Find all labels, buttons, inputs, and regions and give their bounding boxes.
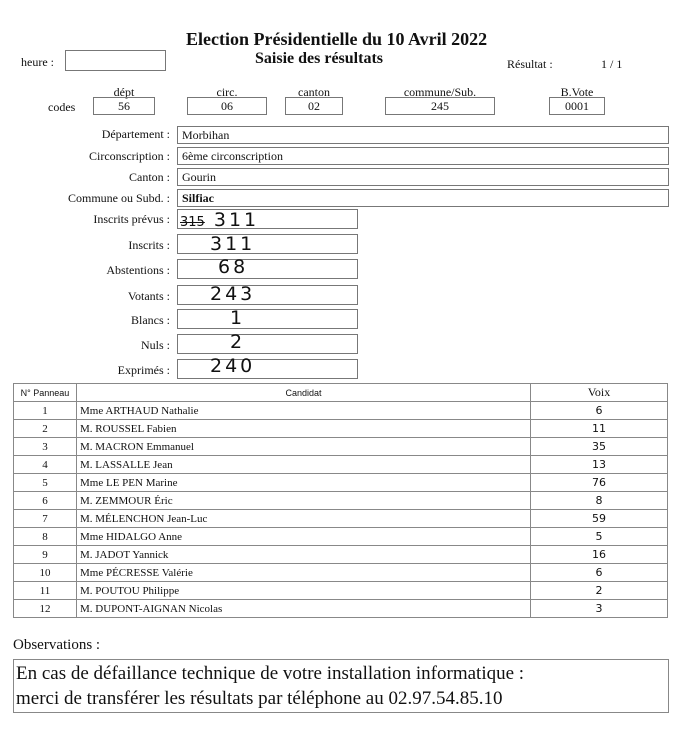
candidate-votes[interactable]: 59 bbox=[531, 510, 668, 528]
inscrits-prevus-number: 311 bbox=[213, 209, 260, 231]
candidate-name: M. DUPONT-AIGNAN Nicolas bbox=[77, 600, 531, 618]
candidate-name: M. POUTOU Philippe bbox=[77, 582, 531, 600]
resultat-value: 1 / 1 bbox=[601, 57, 623, 71]
blancs-value: 1 bbox=[230, 307, 246, 329]
departement-field[interactable]: Morbihan bbox=[177, 126, 669, 144]
candidate-votes[interactable]: 8 bbox=[531, 492, 668, 510]
table-row bbox=[14, 600, 668, 618]
votants-value: 243 bbox=[210, 283, 256, 305]
candidate-votes[interactable]: 11 bbox=[531, 420, 668, 438]
code-bvote-label: B.Vote bbox=[560, 85, 594, 99]
inscrits-prevus-label: Inscrits prévus : bbox=[93, 212, 170, 226]
exprimes-label: Exprimés : bbox=[117, 363, 170, 377]
abstentions-field[interactable] bbox=[177, 256, 358, 279]
blancs-field[interactable] bbox=[177, 309, 358, 329]
nuls-label: Nuls : bbox=[140, 338, 170, 352]
candidate-name: Mme PÉCRESSE Valérie bbox=[77, 564, 531, 582]
observations-box bbox=[13, 659, 669, 713]
candidate-name: M. MACRON Emmanuel bbox=[77, 438, 531, 456]
panneau-number: 5 bbox=[14, 474, 77, 492]
panneau-number: 2 bbox=[14, 420, 77, 438]
code-circ-label: circ. bbox=[216, 85, 238, 99]
abstentions-value: 68 bbox=[218, 256, 249, 278]
table-row bbox=[14, 546, 668, 564]
table-row bbox=[14, 582, 668, 600]
nuls-field[interactable] bbox=[177, 331, 358, 354]
inscrits-prevus-value bbox=[180, 211, 259, 232]
candidate-votes[interactable]: 6 bbox=[531, 402, 668, 420]
results-table bbox=[13, 383, 668, 618]
votants-field[interactable] bbox=[177, 285, 358, 305]
candidate-votes[interactable]: 2 bbox=[531, 582, 668, 600]
page-title: Election Présidentielle du 10 Avril 2022 bbox=[186, 29, 488, 49]
candidate-name: M. LASSALLE Jean bbox=[77, 456, 531, 474]
candidate-votes[interactable]: 3 bbox=[531, 600, 668, 618]
abstentions-label: Abstentions : bbox=[106, 263, 170, 277]
candidate-name: Mme ARTHAUD Nathalie bbox=[77, 402, 531, 420]
departement-label: Département : bbox=[101, 127, 170, 141]
candidate-votes[interactable]: 76 bbox=[531, 474, 668, 492]
heure-field[interactable] bbox=[65, 50, 166, 71]
table-row bbox=[14, 474, 668, 492]
panneau-number: 12 bbox=[14, 600, 77, 618]
code-commune-label: commune/Sub. bbox=[403, 85, 477, 99]
table-row bbox=[14, 438, 668, 456]
table-row bbox=[14, 492, 668, 510]
col-panneau-header: N° Panneau bbox=[14, 384, 77, 402]
code-canton-field[interactable]: 02 bbox=[285, 97, 343, 115]
code-bvote-field[interactable]: 0001 bbox=[549, 97, 605, 115]
canton-field[interactable]: Gourin bbox=[177, 168, 669, 186]
panneau-number: 7 bbox=[14, 510, 77, 528]
candidate-name: M. MÉLENCHON Jean-Luc bbox=[77, 510, 531, 528]
canton-label: Canton : bbox=[129, 170, 170, 184]
observations-line-2: merci de transférer les résultats par téléphone au 02.97.54.85.10 bbox=[16, 688, 503, 709]
panneau-number: 8 bbox=[14, 528, 77, 546]
commune-label: Commune ou Subd. : bbox=[67, 191, 170, 205]
votants-label: Votants : bbox=[127, 289, 170, 303]
resultat-label: Résultat : bbox=[507, 57, 553, 71]
candidate-name: Mme HIDALGO Anne bbox=[77, 528, 531, 546]
exprimes-value: 240 bbox=[210, 355, 256, 377]
panneau-number: 4 bbox=[14, 456, 77, 474]
code-circ-field[interactable]: 06 bbox=[187, 97, 267, 115]
candidate-votes[interactable]: 16 bbox=[531, 546, 668, 564]
panneau-number: 3 bbox=[14, 438, 77, 456]
panneau-number: 1 bbox=[14, 402, 77, 420]
candidate-votes[interactable]: 13 bbox=[531, 456, 668, 474]
observations-line-1: En cas de défaillance technique de votre installation informatique : bbox=[16, 663, 525, 684]
col-candidat-header: Candidat bbox=[77, 384, 531, 402]
circonscription-label: Circonscription : bbox=[89, 149, 170, 163]
panneau-number: 9 bbox=[14, 546, 77, 564]
inscrits-label: Inscrits : bbox=[128, 238, 170, 252]
candidate-votes[interactable]: 6 bbox=[531, 564, 668, 582]
panneau-number: 11 bbox=[14, 582, 77, 600]
table-row bbox=[14, 456, 668, 474]
results-header-row bbox=[14, 384, 668, 402]
nuls-value: 2 bbox=[230, 331, 246, 353]
inscrits-prevus-struck: 315 bbox=[180, 215, 205, 230]
candidate-votes[interactable]: 5 bbox=[531, 528, 668, 546]
code-dept-field[interactable]: 56 bbox=[93, 97, 155, 115]
blancs-label: Blancs : bbox=[131, 313, 170, 327]
table-row bbox=[14, 402, 668, 420]
code-canton-label: canton bbox=[298, 85, 330, 99]
candidate-votes[interactable]: 35 bbox=[531, 438, 668, 456]
table-row bbox=[14, 510, 668, 528]
commune-field[interactable]: Silfiac bbox=[177, 189, 669, 207]
table-row bbox=[14, 528, 668, 546]
heure-label: heure : bbox=[21, 55, 54, 69]
inscrits-field[interactable] bbox=[177, 234, 358, 254]
col-voix-header: Voix bbox=[531, 384, 668, 402]
table-row bbox=[14, 420, 668, 438]
code-commune-field[interactable]: 245 bbox=[385, 97, 495, 115]
table-row bbox=[14, 564, 668, 582]
exprimes-field[interactable] bbox=[177, 355, 358, 379]
page-subtitle: Saisie des résultats bbox=[255, 50, 383, 67]
inscrits-value: 311 bbox=[210, 233, 256, 255]
candidate-name: M. ZEMMOUR Éric bbox=[77, 492, 531, 510]
circonscription-field[interactable]: 6ème circonscription bbox=[177, 147, 669, 165]
candidate-name: M. ROUSSEL Fabien bbox=[77, 420, 531, 438]
panneau-number: 6 bbox=[14, 492, 77, 510]
candidate-name: Mme LE PEN Marine bbox=[77, 474, 531, 492]
candidate-name: M. JADOT Yannick bbox=[77, 546, 531, 564]
observations-label: Observations : bbox=[13, 637, 101, 653]
codes-row-label: codes bbox=[48, 100, 76, 114]
panneau-number: 10 bbox=[14, 564, 77, 582]
code-dept-label: dépt bbox=[113, 85, 135, 99]
